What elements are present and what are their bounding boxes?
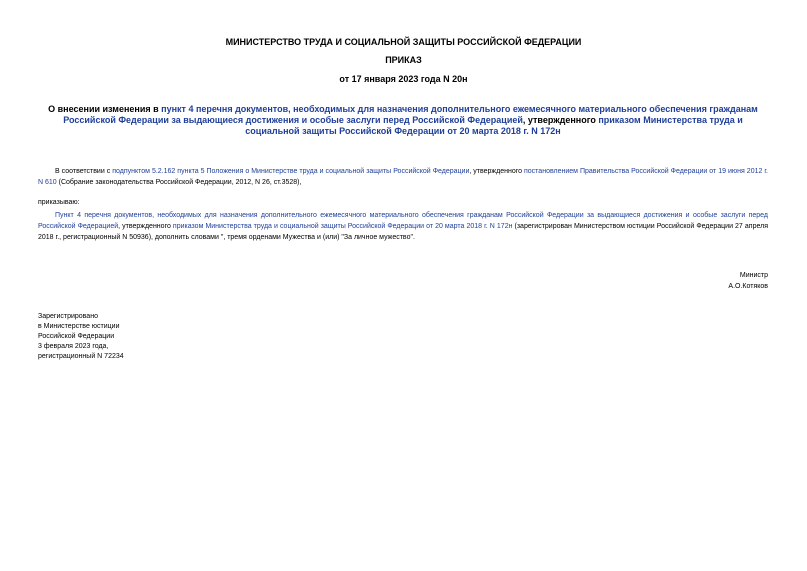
ministry-heading: МИНИСТЕРСТВО ТРУДА И СОЦИАЛЬНОЙ ЗАЩИТЫ РОССИЙСКОЙ ФЕДЕРАЦИИ: [225, 37, 582, 47]
registration-line: Зарегистрировано: [38, 313, 98, 320]
p1-text-2: , утвержденного: [469, 168, 524, 175]
signature-block: [728, 270, 768, 292]
registration-line: в Министерстве юстиции: [38, 323, 120, 330]
title-text-1: О внесении изменения в: [48, 104, 162, 114]
document-date-number: от 17 января 2023 года N 20н: [339, 74, 468, 84]
document-type: ПРИКАЗ: [385, 55, 422, 65]
p2-text-1: , утвержденного: [118, 223, 173, 230]
registration-block: [38, 312, 124, 362]
registration-line: 3 февраля 2023 года,: [38, 343, 109, 350]
p1-link-government-decree[interactable]: постановлением Правительства Российской Федерации от 19 июня 2012 г. N 610: [38, 168, 769, 186]
p1-link-regulation[interactable]: подпунктом 5.2.162 пункта 5 Положения о Министерстве труда и социальной защиты Российской Федерации: [112, 168, 470, 175]
title-link-point-4[interactable]: пункт 4 перечня документов, необходимых для назначения дополнительного ежемесячного материального обеспечения гражданам Российской Федерации за выдающиеся достижения и особые заслуги перед Российской Федерацией: [63, 104, 758, 125]
order-word: приказываю:: [38, 199, 80, 206]
p1-text-1: В соответствии с: [55, 168, 113, 175]
p1-text-3: (Собрание законодательства Российской Федерации, 2012, N 26, ст.3528),: [56, 179, 302, 186]
p2-link-point-4[interactable]: Пункт 4 перечня документов, необходимых для назначения дополнительного ежемесячного материального обеспечения гражданам Российской Федерации за выдающиеся достижения и особые заслуги перед Российской Федерацией: [38, 212, 768, 230]
p2-text-2: (зарегистрирован Министерством юстиции Российской Федерации 27 апреля 2018 г., регистрационный N 50936), дополнить словами ", тремя орденами Мужества и (или) "За личное мужество".: [38, 223, 769, 241]
title-link-order-172n[interactable]: приказом Министерства труда и социальной защиты Российской Федерации от 20 марта 2018 г. N 172н: [245, 115, 743, 136]
preamble-paragraph: [38, 166, 768, 188]
document-title: [38, 104, 768, 137]
p2-link-order-172n[interactable]: приказом Министерства труда и социальной защиты Российской Федерации от 20 марта 2018 г. N 172н: [172, 223, 513, 230]
registration-line: регистрационный N 72234: [38, 353, 124, 360]
signatory-position: Министр: [739, 272, 768, 279]
title-text-2: , утвержденного: [522, 115, 599, 125]
registration-line: Российской Федерации: [38, 333, 115, 340]
signatory-name: А.О.Котяков: [728, 283, 768, 290]
order-paragraph: [38, 210, 768, 243]
